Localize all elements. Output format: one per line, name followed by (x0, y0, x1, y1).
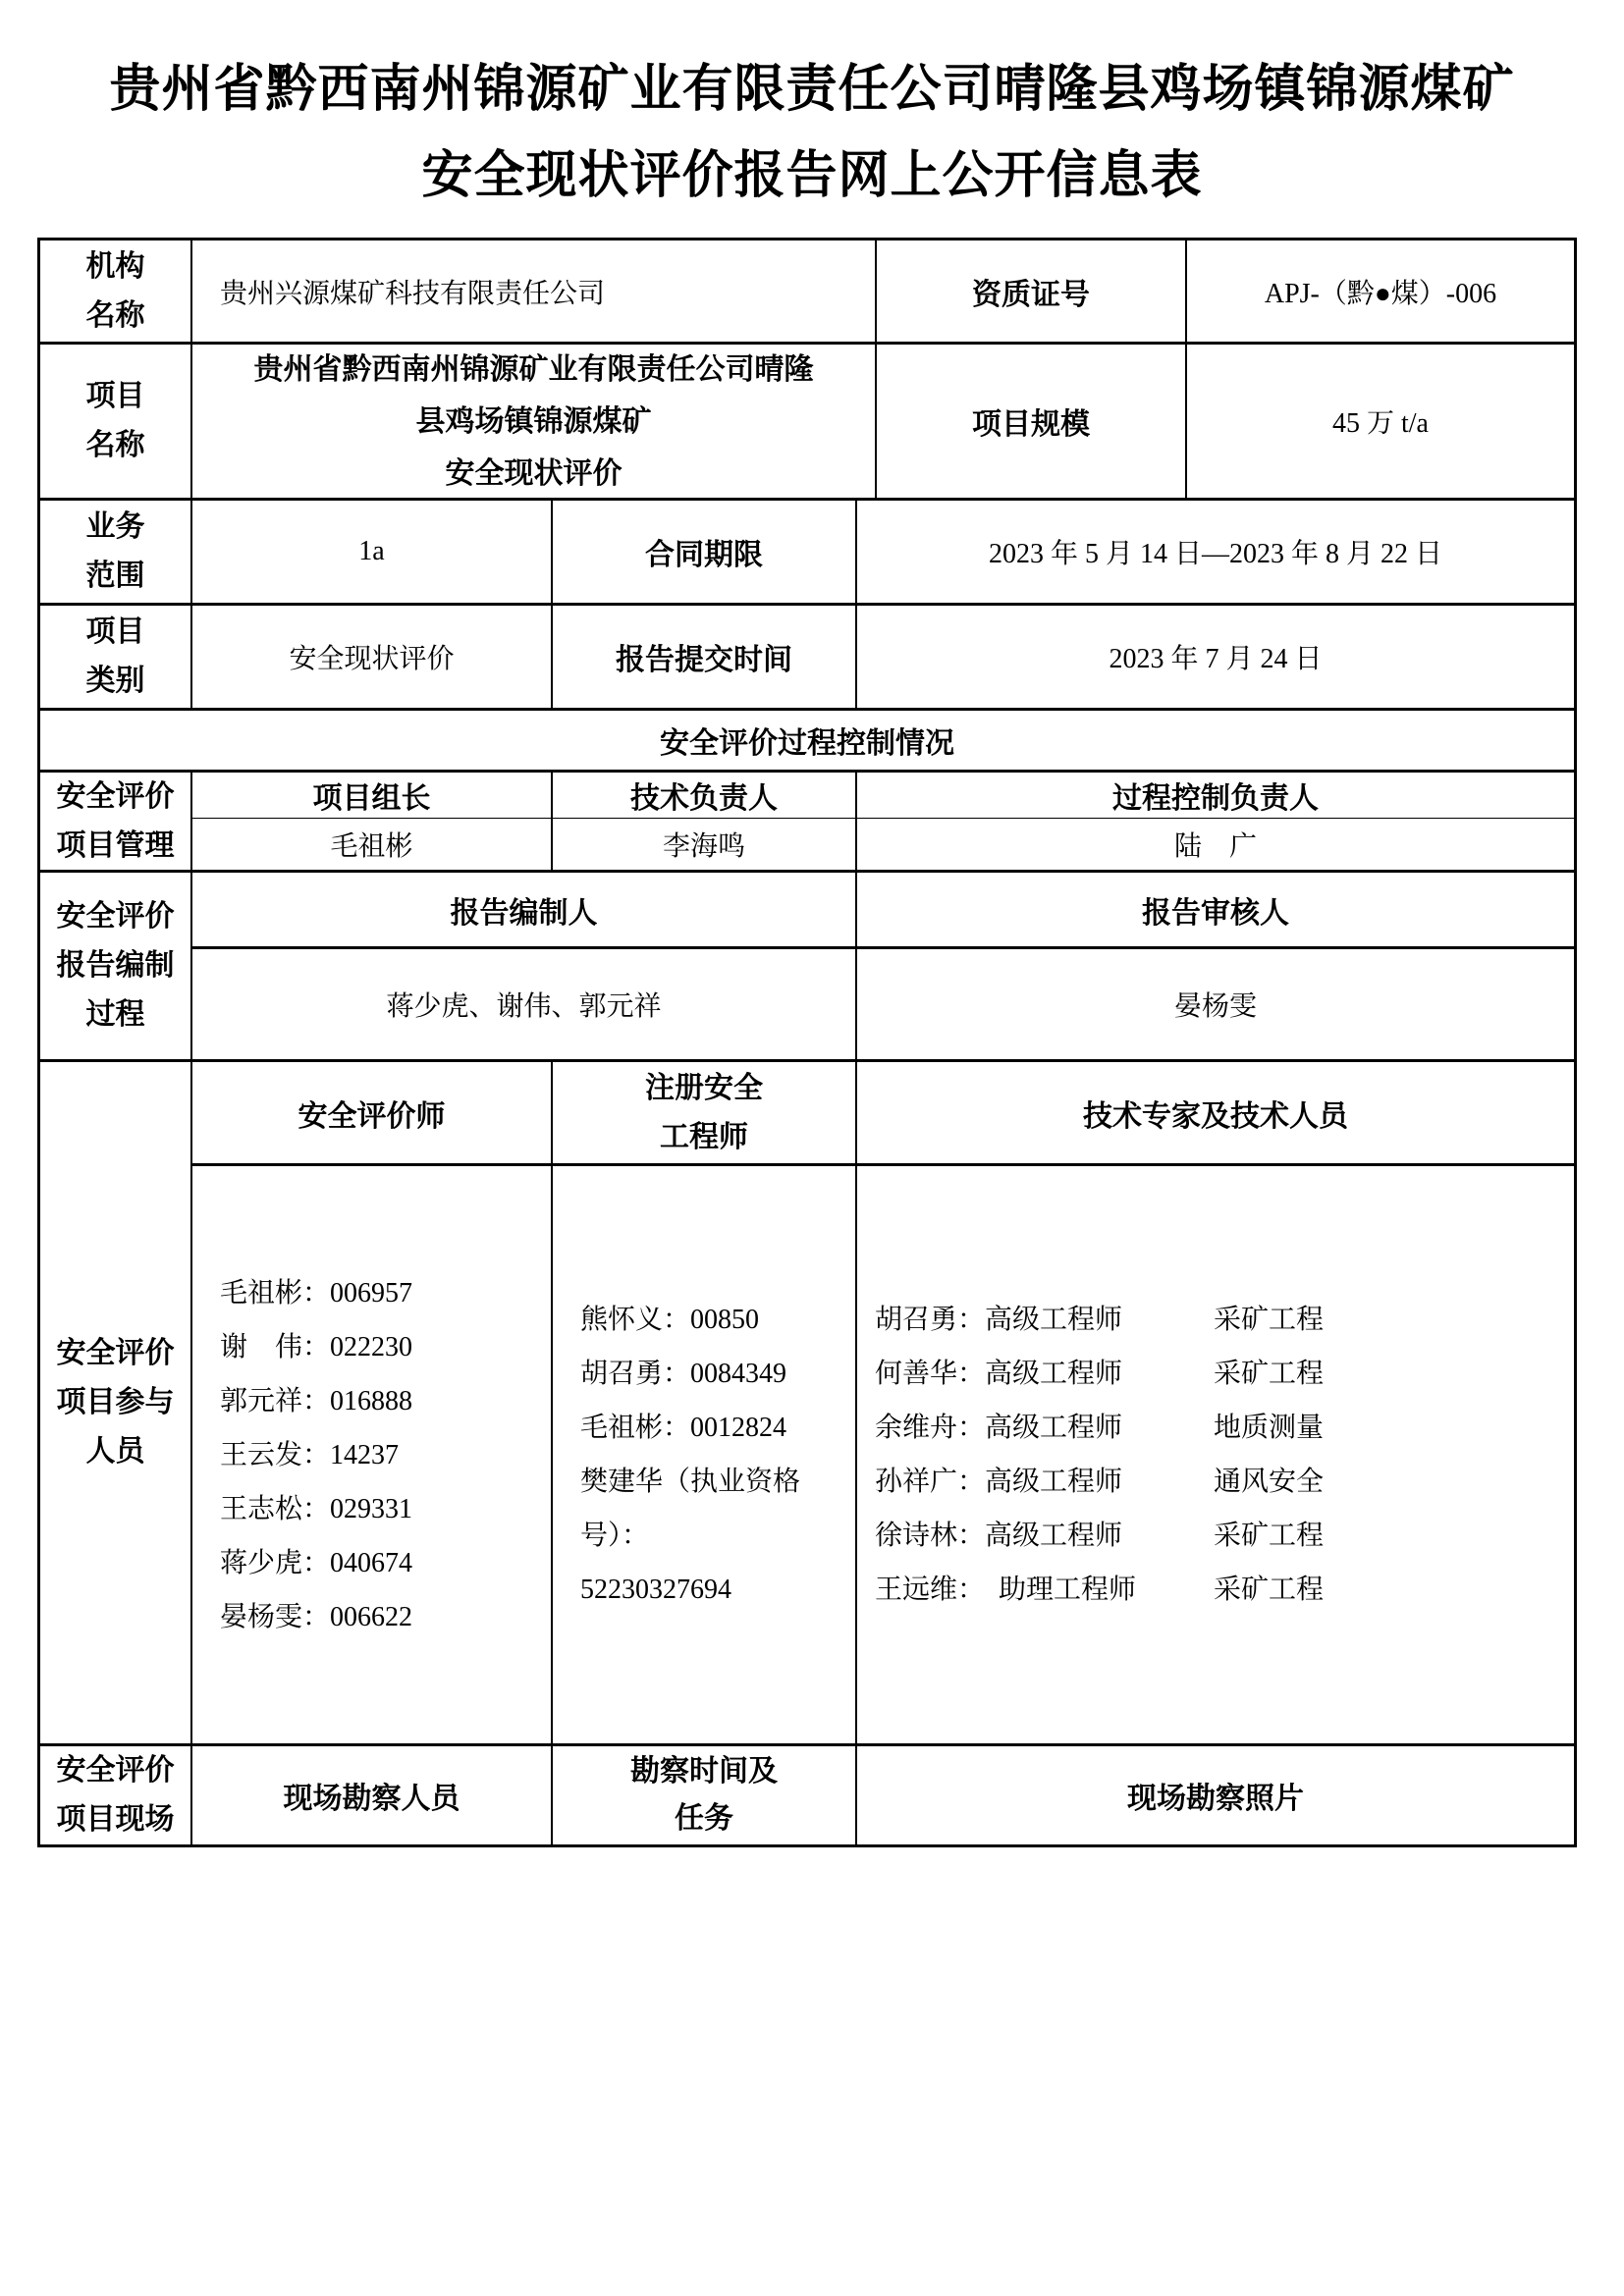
project-name-cell (192, 345, 877, 498)
management-label-cell (40, 773, 192, 870)
project-label: 项目名称 (85, 380, 145, 461)
category-label: 项目类别 (85, 615, 145, 697)
row-business-scope (40, 501, 1574, 606)
category-value-cell: 安全现状评价 (192, 606, 553, 708)
evaluator-item: 晏杨雯：006622 (220, 1601, 413, 1632)
process-control-header: 安全评价过程控制情况 (660, 727, 954, 760)
submit-label-cell: 报告提交时间 (553, 606, 857, 708)
participants-label: 安全评价项目参与人员 (56, 1337, 175, 1468)
row-participants (40, 1062, 1574, 1746)
expert-list (857, 1166, 1574, 1743)
surveyor-col-label: 现场勘察人员 (192, 1746, 553, 1844)
survey-time-col-label: 勘察时间及任务 (553, 1746, 857, 1844)
expert-item: 孙祥广：高级工程师 通风安全 (875, 1467, 1325, 1497)
team-leader-label: 项目组长 (192, 773, 553, 818)
survey-photo-col-label: 现场勘察照片 (1127, 1783, 1304, 1815)
report-reviewer-label: 报告审核人 (1142, 896, 1289, 930)
info-table (37, 238, 1577, 1847)
submit-value-cell: 2023 年 7 月 24 日 (1109, 644, 1323, 674)
row-site-survey (40, 1746, 1574, 1844)
project-name-line: 贵州省黔西南州锦源矿业有限责任公司晴隆 (253, 352, 814, 386)
contract-value-cell: 2023 年 5 月 14 日—2023 年 8 月 22 日 (988, 539, 1442, 569)
row-project-category (40, 606, 1574, 711)
management-header-row (192, 773, 1574, 819)
org-label: 机构名称 (85, 249, 145, 332)
category-label-cell (40, 606, 192, 708)
report-writer-value: 蒋少虎、谢伟、郭元祥 (192, 949, 857, 1059)
management-label: 安全评价项目管理 (56, 779, 175, 862)
engineer-item: 樊建华（执业资格 (580, 1467, 801, 1497)
evaluator-item: 毛祖彬：006957 (220, 1277, 413, 1308)
title-line-1: 贵州省黔西南州锦源矿业有限责任公司晴隆县鸡场镇锦源煤矿 (109, 62, 1515, 118)
row-project-name (40, 345, 1574, 501)
org-value-cell: 贵州兴源煤矿科技有限责任公司 (192, 240, 877, 342)
expert-col-label: 技术专家及技术人员 (1083, 1099, 1348, 1133)
evaluator-col-label: 安全评价师 (192, 1062, 553, 1163)
tech-director-label: 技术负责人 (553, 773, 857, 818)
participants-content-row (192, 1166, 1574, 1743)
expert-item: 何善华：高级工程师 采矿工程 (875, 1359, 1325, 1389)
report-writer-label: 报告编制人 (192, 873, 857, 946)
process-director-value: 陆 广 (1173, 831, 1257, 862)
evaluator-item: 王云发：14237 (220, 1439, 400, 1470)
participants-header-row (192, 1062, 1574, 1166)
row-organization (40, 240, 1574, 345)
document-title (0, 0, 1624, 220)
evaluator-item: 郭元祥：016888 (220, 1385, 413, 1416)
team-leader-value: 毛祖彬 (192, 819, 553, 870)
row-report-compilation (40, 873, 1574, 1062)
report-reviewer-value: 晏杨雯 (1173, 991, 1257, 1022)
management-value-row (192, 819, 1574, 870)
engineer-list (553, 1166, 857, 1743)
compilation-label: 安全评价报告编制过程 (56, 900, 175, 1031)
site-label: 安全评价项目现场 (56, 1754, 175, 1836)
site-label-cell (40, 1746, 192, 1844)
tech-director-value: 李海鸣 (553, 819, 857, 870)
project-name-line: 县鸡场镇锦源煤矿 (415, 404, 652, 438)
project-label-cell (40, 345, 192, 498)
evaluator-item: 蒋少虎：040674 (220, 1547, 413, 1578)
compilation-header-row (192, 873, 1574, 949)
contract-label-cell: 合同期限 (553, 501, 857, 603)
compilation-subtable (192, 873, 1574, 1059)
scale-label-cell: 项目规模 (877, 345, 1187, 498)
scale-value-cell: 45 万 t/a (1332, 408, 1429, 439)
org-label-cell (40, 240, 192, 342)
engineer-item: 52230327694 (580, 1575, 731, 1605)
engineer-col-label: 注册安全工程师 (553, 1062, 857, 1163)
participants-label-cell (40, 1062, 192, 1743)
expert-item: 徐诗林：高级工程师 采矿工程 (875, 1521, 1325, 1551)
compilation-value-row (192, 949, 1574, 1059)
scope-value-cell: 1a (192, 501, 553, 603)
row-section-header (40, 711, 1574, 773)
evaluator-list (192, 1166, 553, 1743)
engineer-item: 胡召勇：0084349 (580, 1359, 787, 1389)
title-line-2: 安全现状评价报告网上公开信息表 (421, 148, 1203, 204)
expert-item: 胡召勇：高级工程师 采矿工程 (875, 1305, 1325, 1335)
management-subtable (192, 773, 1574, 870)
scope-label-cell (40, 501, 192, 603)
row-project-management (40, 773, 1574, 873)
engineer-item: 熊怀义：00850 (580, 1305, 760, 1335)
cert-value-cell: APJ-（黔●煤）-006 (1264, 278, 1497, 309)
engineer-item: 毛祖彬：0012824 (580, 1413, 787, 1443)
compilation-label-cell (40, 873, 192, 1059)
evaluator-item: 谢 伟：022230 (220, 1331, 413, 1362)
cert-label-cell: 资质证号 (877, 240, 1187, 342)
expert-item: 余维舟：高级工程师 地质测量 (875, 1413, 1325, 1443)
project-name-line: 安全现状评价 (445, 456, 623, 490)
scope-label: 业务范围 (85, 510, 145, 592)
participants-subtable (192, 1062, 1574, 1743)
evaluator-item: 王志松：029331 (220, 1493, 413, 1524)
engineer-item: 号）： (580, 1521, 650, 1551)
process-director-label: 过程控制负责人 (1112, 782, 1319, 815)
expert-item: 王远维： 助理工程师 采矿工程 (875, 1575, 1325, 1605)
